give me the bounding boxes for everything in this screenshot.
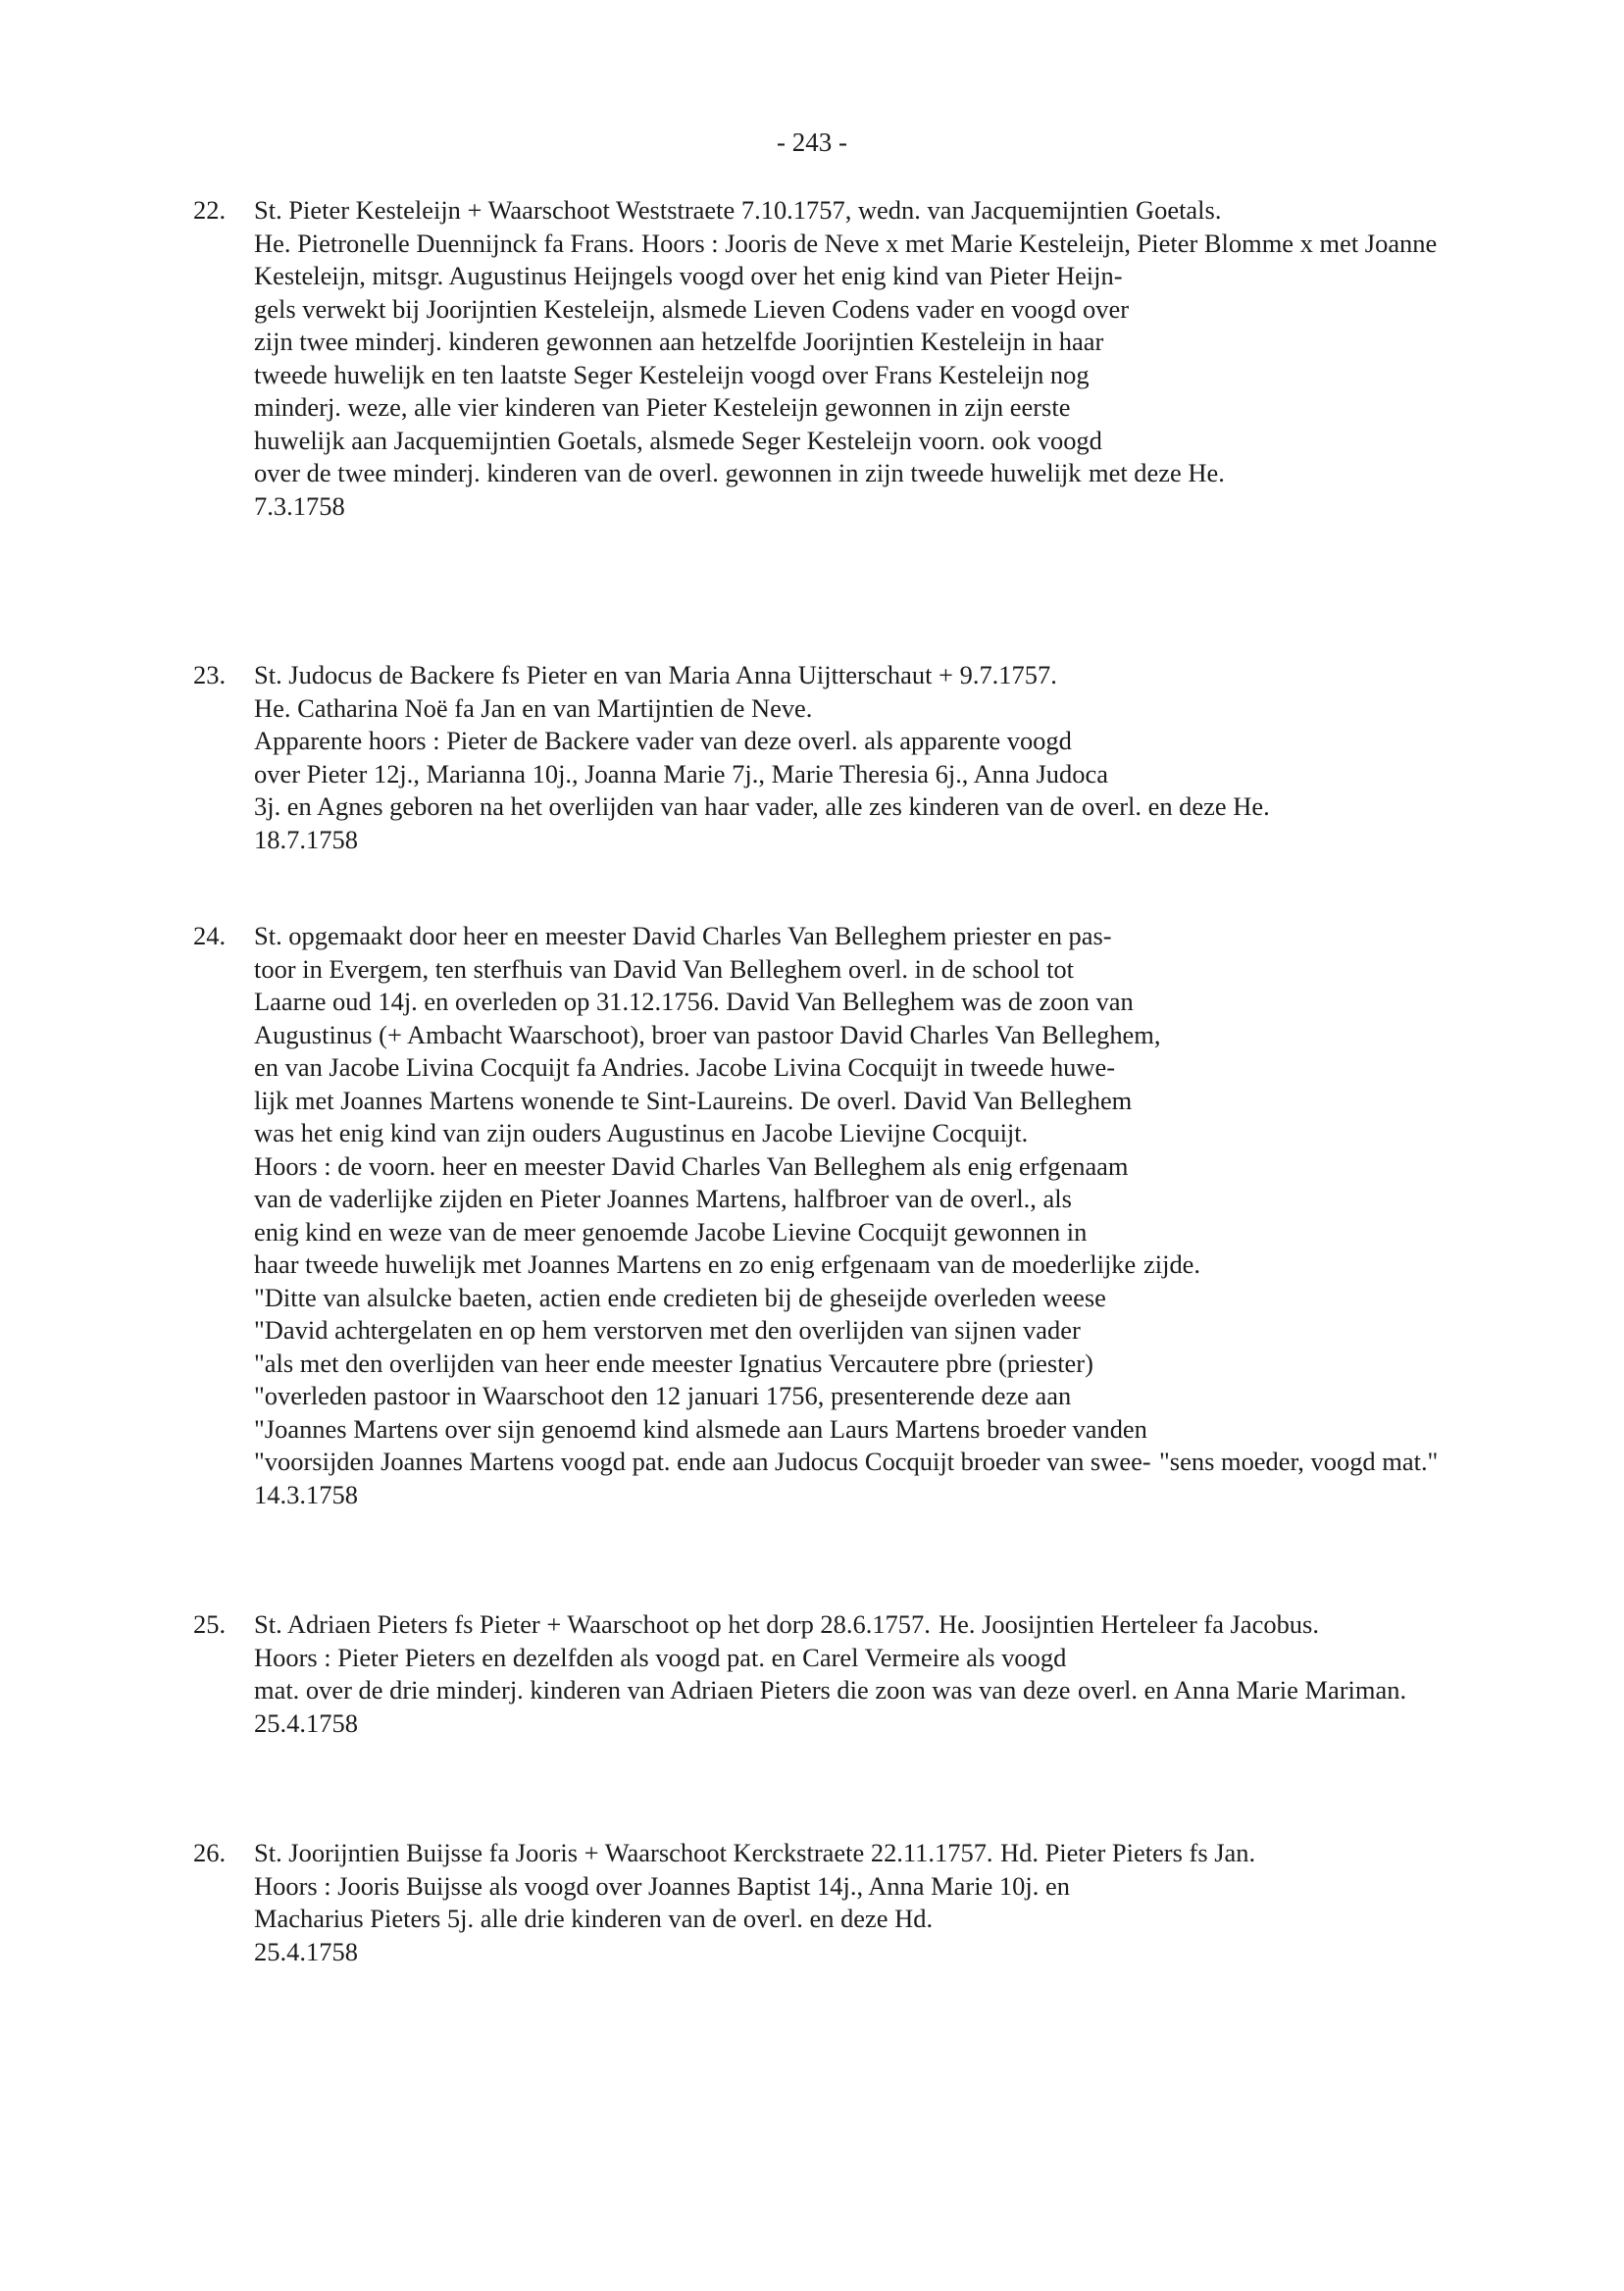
entry-line: was het enig kind van zijn ouders Augustinus en Jacobe Lievijne Cocquijt. — [254, 1118, 1029, 1147]
entry-line: Kesteleijn, mitsgr. Augustinus Heijngels voogd over het enig kind van Pieter Heijn- — [254, 261, 1123, 290]
entry-line: enig kind en weze van de meer genoemde Jacobe Lievine Cocquijt gewonnen in — [254, 1216, 1088, 1247]
entry-line: haar tweede huwelijk met Joannes Martens en zo enig erfgenaam van de moederlijke — [254, 1249, 1137, 1279]
entry-date: 18.7.1758 — [254, 824, 358, 854]
entry-line: Apparente hoors : Pieter de Backere vader van deze overl. als apparente voogd — [254, 726, 1072, 755]
entry-line: Macharius Pieters 5j. alle drie kinderen van de overl. en deze Hd. — [254, 1904, 934, 1933]
entry-line: minderj. weze, alle vier kinderen van Pieter Kesteleijn gewonnen in zijn eerste — [254, 392, 1071, 422]
entry-line: en van Jacobe Livina Cocquijt fa Andries. Jacobe Livina Cocquijt in tweede huwe- — [254, 1052, 1116, 1082]
entry-line: mat. over de drie minderj. kinderen van Adriaen Pieters die zoon was van deze — [254, 1675, 1071, 1705]
entry-line: He. Joosijntien Herteleer fa Jacobus. — [938, 1609, 1319, 1639]
entry-line: over Pieter 12j., Marianna 10j., Joanna Marie 7j., Marie Theresia 6j., Anna Judoca — [254, 758, 1108, 789]
entry-line: "overleden pastoor in Waarschoot den 12 januari 1756, presenterende deze aan — [254, 1381, 1072, 1410]
entry-line: zijn twee minderj. kinderen gewonnen aan hetzelfde Joorijntien Kesteleijn in haar — [254, 327, 1104, 356]
entry-line: Laarne oud 14j. en overleden op 31.12.1756. David Van Belleghem was de zoon van — [254, 987, 1134, 1016]
entry-25 — [193, 1608, 1556, 1740]
entry-line: overl. en deze He. — [1082, 791, 1271, 821]
entry-body — [254, 194, 1556, 523]
entry-22 — [193, 194, 1556, 523]
page-number: - 243 - — [777, 127, 847, 157]
entry-line: St. Joorijntien Buijsse fa Jooris + Waarschoot Kerckstraete 22.11.1757. — [254, 1838, 993, 1867]
entry-line: St. opgemaakt door heer en meester David Charles Van Belleghem priester en pas- — [254, 921, 1112, 950]
entry-line: Hoors : de voorn. heer en meester David Charles Van Belleghem als enig erfgenaam — [254, 1150, 1129, 1181]
entry-line: zijde. — [1143, 1249, 1201, 1279]
entry-date: 25.4.1758 — [254, 1936, 358, 1966]
entry-line: toor in Evergem, ten sterfhuis van David Van Belleghem overl. in de school tot — [254, 953, 1075, 984]
entry-number: 23. — [193, 660, 227, 689]
entry-line: huwelijk aan Jacquemijntien Goetals, alsmede Seger Kesteleijn voorn. ook voogd — [254, 425, 1102, 455]
entry-line: tweede huwelijk en ten laatste Seger Kesteleijn voogd over Frans Kesteleijn nog — [254, 359, 1090, 389]
entry-date: 25.4.1758 — [254, 1707, 358, 1738]
entry-line: Hoors : Jooris de Neve x met Marie Kesteleijn, Pieter Blomme x met Joanne — [641, 228, 1438, 258]
entry-date: 14.3.1758 — [254, 1479, 358, 1509]
entry-body — [254, 1608, 1556, 1740]
entry-line: Hd. Pieter Pieters fs Jan. — [1000, 1838, 1256, 1867]
entry-line: over de twee minderj. kinderen van de overl. gewonnen in zijn tweede huwelijk — [254, 458, 1082, 487]
entry-number: 26. — [193, 1838, 227, 1867]
entry-line: van de vaderlijke zijden en Pieter Joannes Martens, halfbroer van de overl., als — [254, 1184, 1072, 1213]
entry-body — [254, 920, 1556, 1511]
entry-body — [254, 1837, 1556, 1968]
entry-line: Hoors : Jooris Buijsse als voogd over Joannes Baptist 14j., Anna Marie 10j. en — [254, 1870, 1070, 1901]
entry-line: St. Judocus de Backere fs Pieter en van Maria Anna Uijtterschaut + 9.7.1757. — [254, 660, 1057, 689]
entry-line: Hoors : Pieter Pieters en dezelfden als voogd pat. en Carel Vermeire als voogd — [254, 1642, 1067, 1672]
entry-line: "Ditte van alsulcke baeten, actien ende credieten bij de gheseijde overleden weese — [254, 1282, 1106, 1312]
entry-date: 7.3.1758 — [254, 490, 345, 521]
entry-line: 3j. en Agnes geboren na het overlijden van haar vader, alle zes kinderen van de — [254, 791, 1075, 821]
entry-number: 25. — [193, 1609, 227, 1639]
entry-24 — [193, 920, 1556, 1511]
entry-line: overl. en Anna Marie Mariman. — [1078, 1675, 1407, 1705]
entry-line: gels verwekt bij Joorijntien Kesteleijn, alsmede Lieven Codens vader en voogd over — [254, 293, 1130, 324]
entry-line: met deze He. — [1089, 458, 1226, 487]
entry-26 — [193, 1837, 1556, 1968]
entry-number: 24. — [193, 921, 227, 950]
entry-line: Augustinus (+ Ambacht Waarschoot), broer van pastoor David Charles Van Belleghem, — [254, 1019, 1161, 1049]
entry-number: 22. — [193, 195, 227, 225]
entry-line: St. Adriaen Pieters fs Pieter + Waarschoot op het dorp 28.6.1757. — [254, 1609, 931, 1639]
entry-line: "David achtergelaten en op hem verstorven met den overlijden van sijnen vader — [254, 1315, 1081, 1345]
entry-line: He. Catharina Noë fa Jan en van Martijntien de Neve. — [254, 692, 813, 723]
entry-line: Goetals. — [1136, 195, 1222, 225]
entry-23 — [193, 659, 1556, 856]
entry-line: "voorsijden Joannes Martens voogd pat. ende aan Judocus Cocquijt broeder van swee- — [254, 1447, 1151, 1476]
entry-line: "Joannes Martens over sijn genoemd kind alsmede aan Laurs Martens broeder vanden — [254, 1413, 1147, 1444]
entry-line: "sens moeder, voogd mat." — [1158, 1447, 1438, 1476]
entry-line: St. Pieter Kesteleijn + Waarschoot Weststraete 7.10.1757, wedn. van Jacquemijntien — [254, 195, 1129, 225]
entry-line: "als met den overlijden van heer ende meester Ignatius Vercautere pbre (priester) — [254, 1348, 1093, 1378]
entry-line: He. Pietronelle Duennijnck fa Frans. — [254, 228, 634, 258]
entry-body — [254, 659, 1556, 856]
entry-line: lijk met Joannes Martens wonende te Sint-Laureins. De overl. David Van Belleghem — [254, 1085, 1133, 1115]
